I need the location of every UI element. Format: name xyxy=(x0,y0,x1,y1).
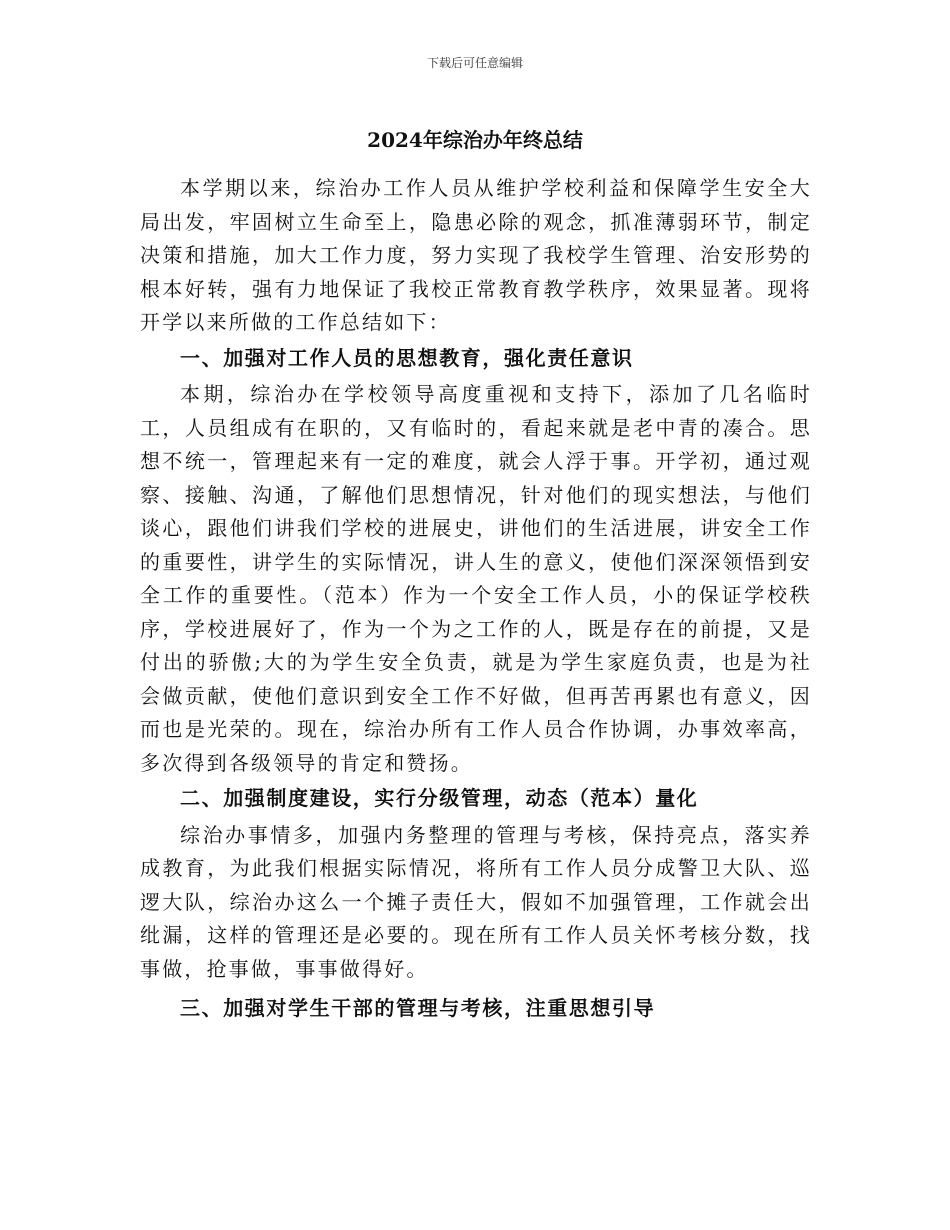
section-paragraph-1: 本期，综治办在学校领导高度重视和支持下，添加了几名临时工，人员组成有在职的，又有临时的，看起来就是老中青的凑合。思想不统一，管理起来有一定的难度，就会人浮于事。开学初，通过观察、接触、沟通，了解他们思想情况，针对他们的现实想法，与他们谈心，跟他们讲我们学校的进展史，讲他们的生活进展，讲安全工作的重要性，讲学生的实际情况，讲人生的意义，使他们深深领悟到安全工作的重要性。（范本）作为一个安全工作人员，小的保证学校秩序，学校进展好了，作为一个为之工作的人，既是存在的前提，又是付出的骄傲;大的为学生安全负责，就是为学生家庭负责，也是为社会做贡献，使他们意识到安全工作不好做，但再苦再累也有意义，因而也是光荣的。现在，综治办所有工作人员合作协调，办事效率高，多次得到各级领导的肯定和赞扬。 xyxy=(140,382,812,775)
page-header: 下载后可任意编辑 xyxy=(426,56,523,70)
section-heading-1: 一、加强对工作人员的思想教育，强化责任意识 xyxy=(180,345,634,370)
document-body xyxy=(140,172,812,1029)
section-heading-2: 二、加强制度建设，实行分级管理，动态（范本）量化 xyxy=(180,786,699,810)
section-heading-3: 三、加强对学生干部的管理与考核，注重思想引导 xyxy=(180,996,656,1020)
intro-paragraph: 本学期以来，综治办工作人员从维护学校利益和保障学生安全大局出发，牢固树立生命至上，隐患必除的观念，抓准薄弱环节，制定决策和措施，加大工作力度，努力实现了我校学生管理、治安形势的根本好转，强有力地保证了我校正常教育教学秩序，效果显著。现将开学以来所做的工作总结如下： xyxy=(140,176,812,334)
section-paragraph-2: 综治办事情多，加强内务整理的管理与考核，保持亮点，落实养成教育，为此我们根据实际情况，将所有工作人员分成警卫大队、巡逻大队，综治办这么一个摊子责任大，假如不加强管理，工作就会出纰漏，这样的管理还是必要的。现在所有工作人员关怀考核分数，找事做，抢事做，事事做得好。 xyxy=(140,822,812,981)
document-title: 2024年综治办年终总结 xyxy=(367,128,583,152)
